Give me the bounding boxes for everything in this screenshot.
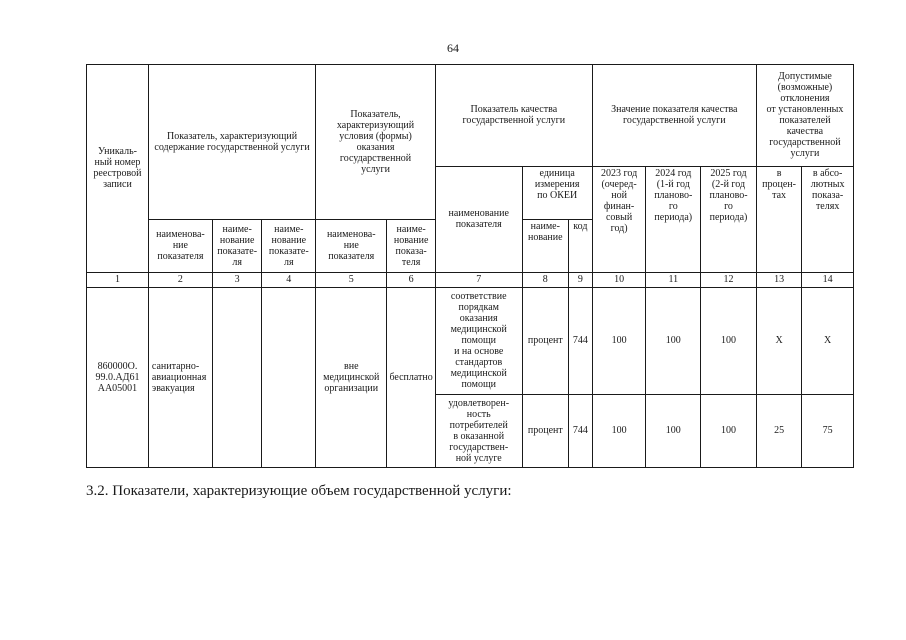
record-unique-number: 860000О. 99.0.АД61 АА05001	[87, 287, 149, 467]
record-content-col-3	[262, 287, 316, 467]
quality-value-2025: 100	[701, 287, 757, 394]
record-content-name: санитарно- авиационная эвакуация	[148, 287, 212, 467]
header-content-col-2: наиме- нование показате- ля	[212, 219, 262, 272]
column-number: 9	[569, 272, 593, 287]
quality-value-2025: 100	[701, 394, 757, 467]
column-number: 11	[646, 272, 701, 287]
record-condition-1: вне медицинской организации	[316, 287, 387, 467]
column-number: 8	[522, 272, 568, 287]
header-year-2023: 2023 год (очеред- ной финан- совый год)	[592, 166, 646, 272]
header-okei-name: наиме- нование	[522, 219, 568, 272]
header-deviation-percent: в процен- тах	[756, 166, 801, 272]
column-number: 5	[316, 272, 387, 287]
column-number: 6	[387, 272, 436, 287]
quality-value-2023: 100	[592, 287, 646, 394]
column-number: 1	[87, 272, 149, 287]
header-content-col-1: наименова- ние показателя	[148, 219, 212, 272]
section-heading: 3.2. Показатели, характеризующие объем государственной услуги:	[86, 483, 512, 499]
header-okei-unit: единица измерения по ОКЕИ	[522, 166, 592, 219]
column-number: 2	[148, 272, 212, 287]
header-year-2025: 2025 год (2-й год планово- го периода)	[701, 166, 757, 272]
header-conditions-group: Показатель, характеризующий условия (формы) оказания государственной услуги	[316, 65, 436, 220]
quality-value-2024: 100	[646, 394, 701, 467]
column-number: 14	[802, 272, 854, 287]
quality-indicator-name: удовлетворен- ность потребителей в оказанной государствен- ной услуге	[435, 394, 522, 467]
header-content-col-3: наиме- нование показате- ля	[262, 219, 316, 272]
header-conditions-col-2: наиме- нование показа- теля	[387, 219, 436, 272]
header-conditions-col-1: наименова- ние показателя	[316, 219, 387, 272]
header-unique-number: Уникаль- ный номер реестровой записи	[87, 65, 149, 273]
column-number: 12	[701, 272, 757, 287]
header-year-2024: 2024 год (1-й год планово- го периода)	[646, 166, 701, 272]
quality-indicator-name: соответствие порядкам оказания медицинской помощи и на основе стандартов медицинской помощи	[435, 287, 522, 394]
page-number: 64	[447, 41, 459, 55]
column-number: 7	[435, 272, 522, 287]
table-row	[87, 287, 854, 394]
header-value-group: Значение показателя качества государственной услуги	[592, 65, 756, 167]
record-condition-2: бесплатно	[387, 287, 436, 467]
header-deviation-group: Допустимые (возможные) отклонения от установленных показателей качества государственной услуги	[756, 65, 853, 167]
column-number-row	[87, 272, 854, 287]
quality-value-2024: 100	[646, 287, 701, 394]
header-content-group: Показатель, характеризующий содержание государственной услуги	[148, 65, 315, 220]
header-quality-group: Показатель качества государственной услуги	[435, 65, 592, 167]
quality-unit-code: 744	[569, 394, 593, 467]
header-okei-code: код	[569, 219, 593, 272]
quality-indicators-table	[86, 64, 854, 468]
quality-deviation-absolute: Х	[802, 287, 854, 394]
quality-unit-code: 744	[569, 287, 593, 394]
quality-unit-name: процент	[522, 287, 568, 394]
quality-deviation-percent: Х	[756, 287, 801, 394]
column-number: 10	[592, 272, 646, 287]
header-indicator-name: наименование показателя	[435, 166, 522, 272]
column-number: 4	[262, 272, 316, 287]
column-number: 3	[212, 272, 262, 287]
column-number: 13	[756, 272, 801, 287]
record-content-col-2	[212, 287, 262, 467]
quality-unit-name: процент	[522, 394, 568, 467]
quality-value-2023: 100	[592, 394, 646, 467]
header-deviation-absolute: в абсо- лютных показа- телях	[802, 166, 854, 272]
quality-deviation-absolute: 75	[802, 394, 854, 467]
quality-deviation-percent: 25	[756, 394, 801, 467]
